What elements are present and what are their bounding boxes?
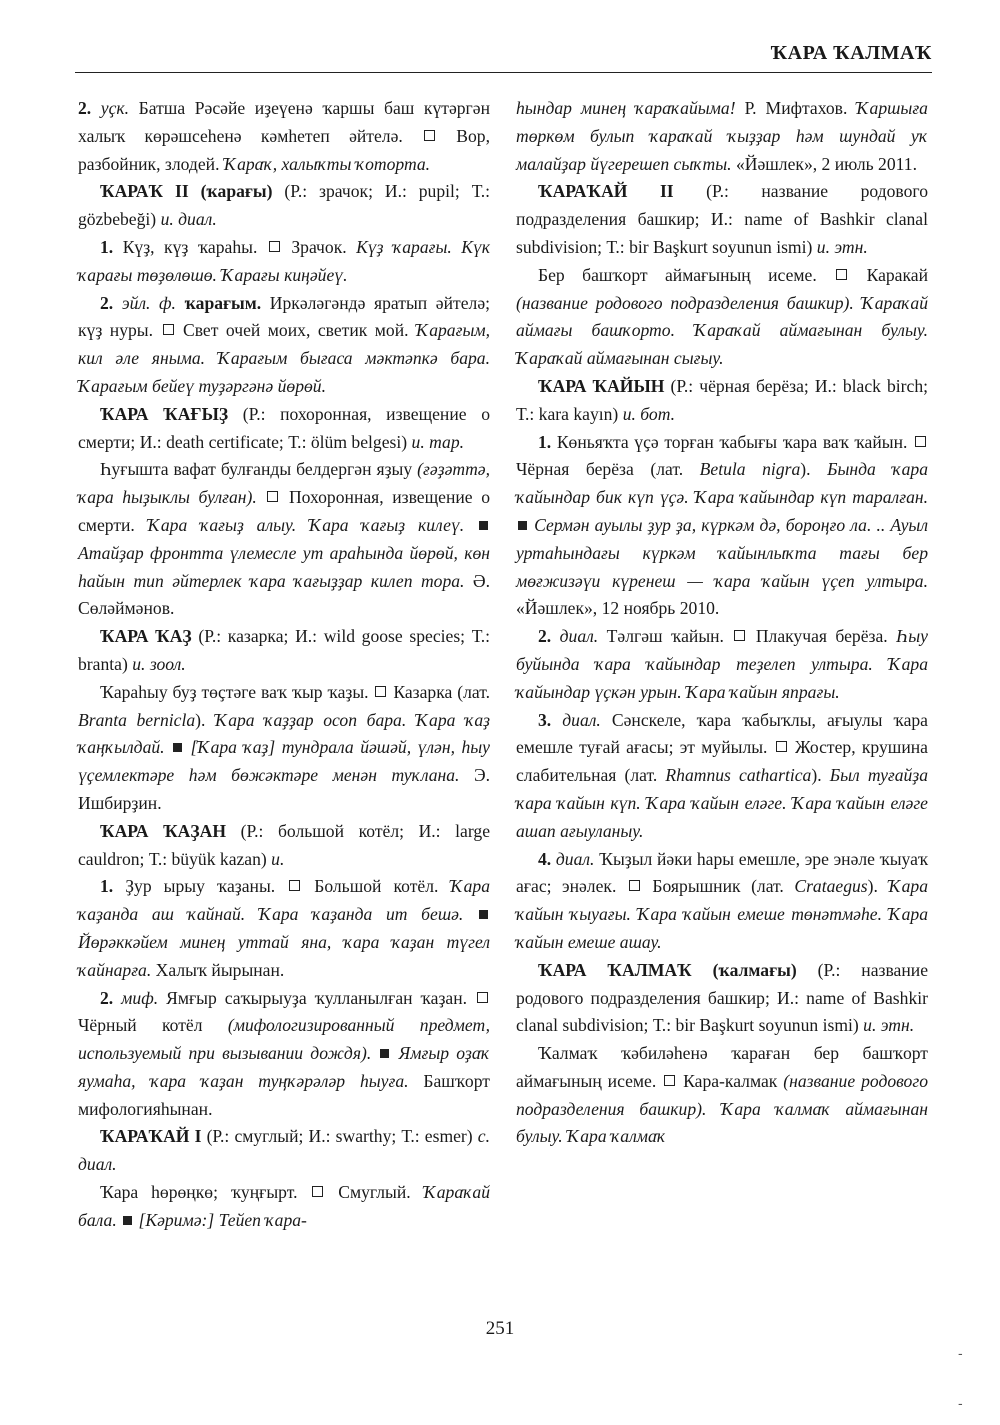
dictionary-paragraph	[78, 818, 490, 874]
text-run: Зрачок.	[281, 236, 357, 257]
text-run: Свет очей моих, светик мой.	[175, 320, 417, 341]
running-head: ҠАРА ҠАЛМАҠ	[770, 42, 932, 64]
italic-text: Бында ҡара ҡайындар бик күп үҫә. Ҡара ҡайындар күп таралған.	[516, 459, 929, 508]
header-rule	[75, 72, 932, 73]
text-run: (Р.: название родового подразделения башкир; И.: name of Bashkir clanal subdivision; Т.: bir Başkurt soyunun ismi)	[516, 959, 928, 1036]
italic-text: уҫк.	[100, 98, 139, 118]
translation-square-icon	[477, 992, 488, 1003]
dictionary-paragraph	[516, 846, 928, 957]
italic-text: (название родового подразделения башкир). Ҡара ҡалмаҡ аймағынан булыу. Ҡара ҡалмаҡ	[516, 1070, 929, 1147]
italic-text: Ямғыр оҙаҡ яумаһа, ҡара ҡаҙан туңҡәрәләр һыуға.	[78, 1043, 490, 1091]
italic-text: диал.	[555, 848, 600, 869]
text-run: Плакучая берёза.	[747, 626, 897, 647]
text-run: ).	[811, 765, 830, 786]
text-run: Тәлгәш ҡайын.	[606, 626, 733, 647]
text-run: Ҡараһыу буҙ төҫтәге ваҡ ҡыр ҡаҙы.	[100, 681, 374, 702]
italic-text: и. этн.	[816, 236, 868, 257]
text-run: Һуғышта вафат булғанды белдергән яҙыу	[100, 459, 418, 480]
dictionary-paragraph	[78, 401, 490, 457]
text-run: Бер башҡорт аймағының исеме.	[538, 264, 835, 285]
text-run: Ҙур ырыу ҡаҙаны.	[125, 876, 288, 897]
italic-text: и.	[271, 848, 285, 869]
text-run: Халыҡ йырынан.	[155, 959, 285, 980]
text-run: Э. Ишбирҙин.	[78, 765, 490, 813]
dictionary-paragraph	[78, 1123, 490, 1179]
headword: 1.	[100, 236, 123, 257]
italic-text: (ғәҙәттә, ҡара һыҙыклы булған).	[78, 459, 490, 508]
text-run: Ямғыр саҡырыуҙа ҡулланылған ҡаҙан.	[166, 987, 475, 1008]
italic-text: и. тар.	[411, 431, 465, 452]
text-run: (Р.: большой котёл; И.: large cauldron; Т.: büyük kazan)	[78, 820, 490, 869]
italic-text: Betula nigra	[699, 459, 801, 480]
headword: ҠАРА ҠАЛМАҠ (ҡалмағы)	[538, 959, 818, 980]
translation-square-icon	[375, 686, 386, 697]
example-square-icon	[173, 743, 182, 752]
italic-text: Crataegus	[794, 876, 868, 897]
text-run: Чёрный котёл	[78, 1015, 228, 1036]
text-run: Большой котёл.	[302, 876, 451, 897]
text-run: Башҡорт мифологияһынан.	[78, 1070, 490, 1119]
text-run: ).	[800, 459, 828, 480]
dictionary-paragraph	[516, 1040, 928, 1151]
headword: 1.	[538, 431, 557, 452]
text-run: (Р.: зрачок; И.: pupil; Т.: gözbebeği)	[78, 181, 490, 230]
headword: ҠАРАҠАЙ I	[100, 1126, 207, 1147]
translation-square-icon	[915, 436, 926, 447]
headword: 4.	[538, 848, 556, 869]
headword: ҠАРАҠАЙ II	[538, 181, 707, 202]
italic-text: Күҙ ҡарағы. Күк ҡарағы төҙөлөшө. Ҡарағы киңәйеү.	[78, 236, 490, 285]
italic-text: [Ҡара ҡаҙ] тундрала йәшәй, үлән, һыу үҫемлектәре һәм бөжәктәре менән туҡлана.	[78, 737, 490, 786]
text-run: Ҡалмаҡ ҡәбиләһенә ҡараған бер башҡорт аймағының исеме.	[516, 1043, 928, 1091]
italic-text: Йөрәккәйем минең уттай яна, ҡара ҡаҙан түгел ҡайнарға.	[78, 931, 490, 980]
text-run: Похоронная, извещение о смерти.	[78, 487, 490, 535]
italic-text: и. бот.	[622, 403, 676, 424]
headword: 2.	[538, 626, 560, 647]
headword: ҠАРА ҠАҘ	[100, 626, 199, 647]
headword: ҠАРА ҠАЙЫН	[538, 375, 671, 396]
translation-square-icon	[267, 491, 278, 502]
translation-square-icon	[629, 880, 640, 891]
edge-mark: -	[958, 1345, 963, 1361]
text-run: Көньяҡта үҫә торған ҡабығы ҡара ваҡ ҡайын.	[556, 431, 913, 452]
dictionary-paragraph	[78, 985, 490, 1124]
translation-square-icon	[312, 1186, 323, 1197]
dictionary-paragraph	[516, 373, 928, 429]
italic-text: Ҡараҡай бала.	[78, 1182, 491, 1230]
translation-square-icon	[269, 241, 280, 252]
italic-text: Rhamnus cathartica	[665, 765, 812, 786]
dictionary-paragraph	[78, 178, 490, 234]
text-run: Ҡыҙыл йәки һары емешле, эре энәле ҡыуаҡ ағас; энәлек.	[516, 848, 929, 897]
text-run: Жостер, крушина слабительная (лат.	[516, 737, 928, 786]
italic-text: с. диал.	[78, 1126, 490, 1175]
dictionary-paragraph	[516, 707, 928, 846]
italic-text: Атайҙар фронтта үлемесле ут араһында йөрөй, көн һайын тип әйтерлек ҡара ҡағыҙҙар килеп тора.	[78, 542, 490, 591]
text-run: (Р.: казарка; И.: wild goose species; Т.: branta)	[78, 626, 491, 674]
italic-text: Ҡаршыға төркөм булып ҡараҡай ҡыҙҙар һәм шундай уҡ малайҙар йүгерешеп сыҡты.	[516, 98, 928, 174]
translation-square-icon	[424, 130, 435, 141]
dictionary-paragraph	[516, 957, 928, 1040]
text-run: Смуглый.	[325, 1182, 424, 1203]
italic-text: һындар минең ҡараҡайыма!	[516, 98, 745, 118]
headword: 3.	[538, 709, 563, 730]
example-square-icon	[479, 521, 488, 530]
example-square-icon	[479, 910, 488, 919]
italic-text: Ҡара ҡайын ҡыуағы. Ҡара ҡайын емеше төнәтмәһе. Ҡара ҡайын емеше ашау.	[516, 876, 929, 952]
dictionary-paragraph	[78, 1179, 490, 1235]
text-run: Сәнскеле, ҡара ҡабыҡлы, ағыулы ҡара емешле туғай ағасы; эт муйылы.	[516, 709, 928, 758]
text-run: Чёрная берёза (лат.	[516, 459, 700, 480]
page-number: 251	[485, 1318, 515, 1339]
italic-text: и. диал.	[160, 209, 217, 230]
text-run: Кара-калмак	[677, 1070, 784, 1091]
text-run: ).	[195, 709, 216, 730]
translation-square-icon	[776, 741, 787, 752]
dictionary-paragraph	[516, 262, 928, 373]
text-run: Казарка (лат.	[388, 681, 490, 702]
text-run: (Р.: название родового подразделения башкир; И.: name of Bashkir clanal subdivision; Т.: bir Başkurt soyunun ismi)	[516, 181, 928, 257]
italic-text: эйл. ф.	[121, 292, 185, 313]
headword: 2.	[100, 292, 122, 313]
text-run: «Йәшлек», 2 июль 2011.	[735, 153, 917, 174]
text-run: Вор, разбойник, злодей.	[78, 125, 490, 174]
headword: 1.	[100, 876, 126, 897]
text-run: (Р.: смуглый; И.: swarthy; Т.: esmer)	[206, 1126, 478, 1147]
italic-text: диал.	[559, 626, 607, 647]
italic-text: Ҡара ҡаҙҙар осоп бара. Ҡара ҡаҙ ҡаңҡылдай.	[78, 709, 491, 758]
text-run: Иркәләгәндә яратып әйтелә; күҙ нуры.	[78, 292, 491, 341]
text-run: Р. Мифтахов.	[744, 98, 857, 118]
text-run: Батша Рәсәйе иҙеүенә ҡаршы баш күтәргән халыҡ көрәшсеһенә кәмһетеп әйтелә.	[78, 98, 490, 146]
italic-text: Сермән ауылы ҙур ҙа, күркәм дә, бороңғо ла. .. Ауыл уртаһындағы күркәм ҡайынлыҡта тағы бер мөғжизәүи күренеш — ҡара ҡайын үҫеп ултыра.	[516, 514, 928, 591]
text-run: Боярышник (лат.	[641, 876, 795, 897]
italic-text: диал.	[562, 709, 612, 730]
headword: ҠАРА ҠАҘАН	[100, 820, 241, 841]
italic-text: (мифологизированный предмет, используемый при вызывании дождя).	[78, 1015, 490, 1064]
dictionary-paragraph	[78, 456, 490, 623]
italic-text: и. зоол.	[132, 653, 186, 674]
italic-text: [Кәримә:] Тейеп ҡара-	[134, 1209, 307, 1230]
italic-text: Ҡараҡ, халыҡты ҡоторта.	[223, 153, 431, 174]
translation-square-icon	[734, 630, 745, 641]
translation-square-icon	[836, 269, 847, 280]
dictionary-paragraph	[516, 623, 928, 706]
example-square-icon	[123, 1216, 132, 1225]
translation-square-icon	[289, 880, 300, 891]
text-run: ).	[867, 876, 889, 897]
dictionary-paragraph	[516, 429, 928, 624]
example-square-icon	[518, 521, 527, 530]
dictionary-paragraph	[78, 679, 490, 818]
dictionary-paragraph	[78, 290, 490, 401]
text-run: (Р.: чёрная берёза; И.: black birch; Т.: kara kayın)	[516, 375, 928, 424]
text-run: Күҙ, күҙ ҡараһы.	[122, 236, 267, 257]
italic-text: миф.	[121, 987, 167, 1008]
headword: 2.	[78, 98, 101, 118]
headword: ҠАРАҠ II (ҡарағы)	[100, 181, 285, 202]
italic-text: Ҡара ҡаҙанда аш ҡайнай. Ҡара ҡаҙанда ит бешә.	[78, 876, 490, 925]
headword: 2.	[100, 987, 122, 1008]
left-column	[78, 95, 490, 1235]
text-run: Каракай	[849, 264, 928, 285]
text-run: (Р.: похоронная, извещение о смерти; И.: death certificate; Т.: ölüm belgesi)	[78, 403, 490, 452]
translation-square-icon	[664, 1075, 675, 1086]
dictionary-paragraph	[78, 873, 490, 984]
headword: ҡарағым.	[184, 292, 270, 313]
italic-text: и. этн.	[863, 1015, 915, 1036]
italic-text: Һыу буйында ҡара ҡайындар теҙелеп ултыра. Ҡара ҡайындар үҫкән урын. Ҡара ҡайын япрағы.	[516, 626, 928, 702]
dictionary-paragraph	[78, 95, 490, 178]
example-square-icon	[380, 1049, 389, 1058]
text-run: «Йәшлек», 12 ноябрь 2010.	[516, 598, 720, 619]
right-column	[516, 95, 928, 1151]
text-run: Ә. Сөләймәнов.	[78, 570, 490, 619]
translation-square-icon	[163, 324, 174, 335]
italic-text: (название родового подразделения башкир). Ҡараҡай аймағы башҡорто. Ҡараҡай аймағынан булыу. Ҡараҡай аймағынан сығыу.	[516, 292, 928, 369]
edge-mark: -	[958, 1395, 963, 1411]
dictionary-paragraph	[516, 95, 928, 178]
italic-text: Был туғайҙа ҡара ҡайын күп. Ҡара ҡайын еләге. Ҡара ҡайын еләге ашап ағыуланыу.	[516, 765, 929, 841]
dictionary-paragraph	[516, 178, 928, 261]
italic-text: Branta bernicla	[78, 709, 196, 730]
headword: ҠАРА ҠАҒЫҘ	[100, 403, 243, 424]
dictionary-paragraph	[78, 623, 490, 679]
dictionary-paragraph	[78, 234, 490, 290]
italic-text: Ҡарағым, кил әле яныма. Ҡарағым бығаса мәктәпкә бара. Ҡарағым бейеү туҙәргәнә йөрөй.	[78, 320, 490, 396]
text-run: Ҡара һөрөңкө; ҡуңғырт.	[100, 1182, 311, 1203]
italic-text: Ҡара ҡағыҙ алыу. Ҡара ҡағыҙ килеү.	[147, 514, 477, 535]
